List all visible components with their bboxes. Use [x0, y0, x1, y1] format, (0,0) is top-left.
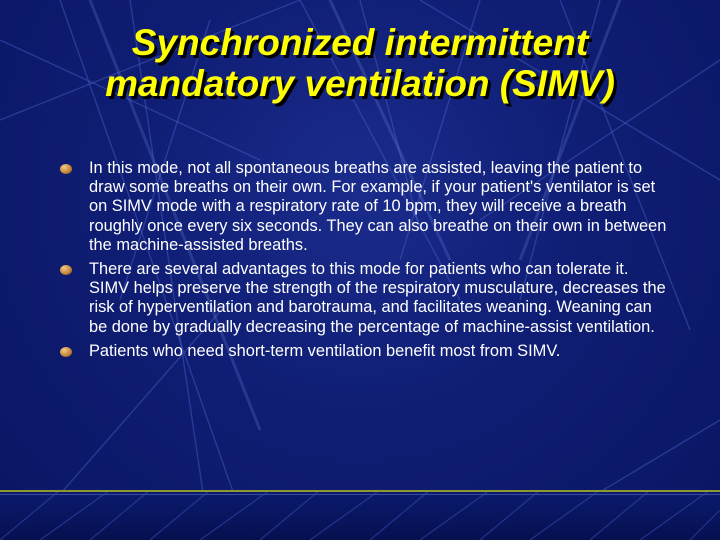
gold-sphere-bullet-icon: [60, 164, 72, 174]
bottom-accent-rule: [0, 490, 720, 492]
bullet-list: [60, 159, 670, 366]
bullet-text: Patients who need short-term ventilation benefit most from SIMV.: [89, 341, 561, 360]
bullet-item: [60, 159, 670, 255]
slide-title: Synchronized intermittent mandatory ventilation (SIMV): [105, 22, 615, 104]
gold-sphere-bullet-icon: [60, 347, 72, 357]
bullet-item: [60, 260, 670, 337]
bullet-item: [60, 342, 670, 361]
bottom-accent-rule-secondary: [0, 494, 720, 495]
gold-sphere-bullet-icon: [60, 265, 72, 275]
bullet-text: There are several advantages to this mode for patients who can tolerate it. SIMV helps preserve the strength of the respiratory musculature, decreases the risk of hyperventilation and barotrauma, and facilitates weaning. Weaning can be done by gradually decreasing the percentage of machine-assist ventilation.: [89, 260, 666, 336]
bottom-streaks-graphic: [0, 490, 720, 540]
bottom-band: [0, 490, 720, 540]
bullet-text: In this mode, not all spontaneous breaths are assisted, leaving the patient to draw some breaths on their own. For example, if your patient's ventilator is set on SIMV mode with a respiratory rate of 10 bpm, they will receive a breath roughly once every six seconds. They can also breathe on their own in between the machine-assisted breaths.: [89, 159, 667, 254]
